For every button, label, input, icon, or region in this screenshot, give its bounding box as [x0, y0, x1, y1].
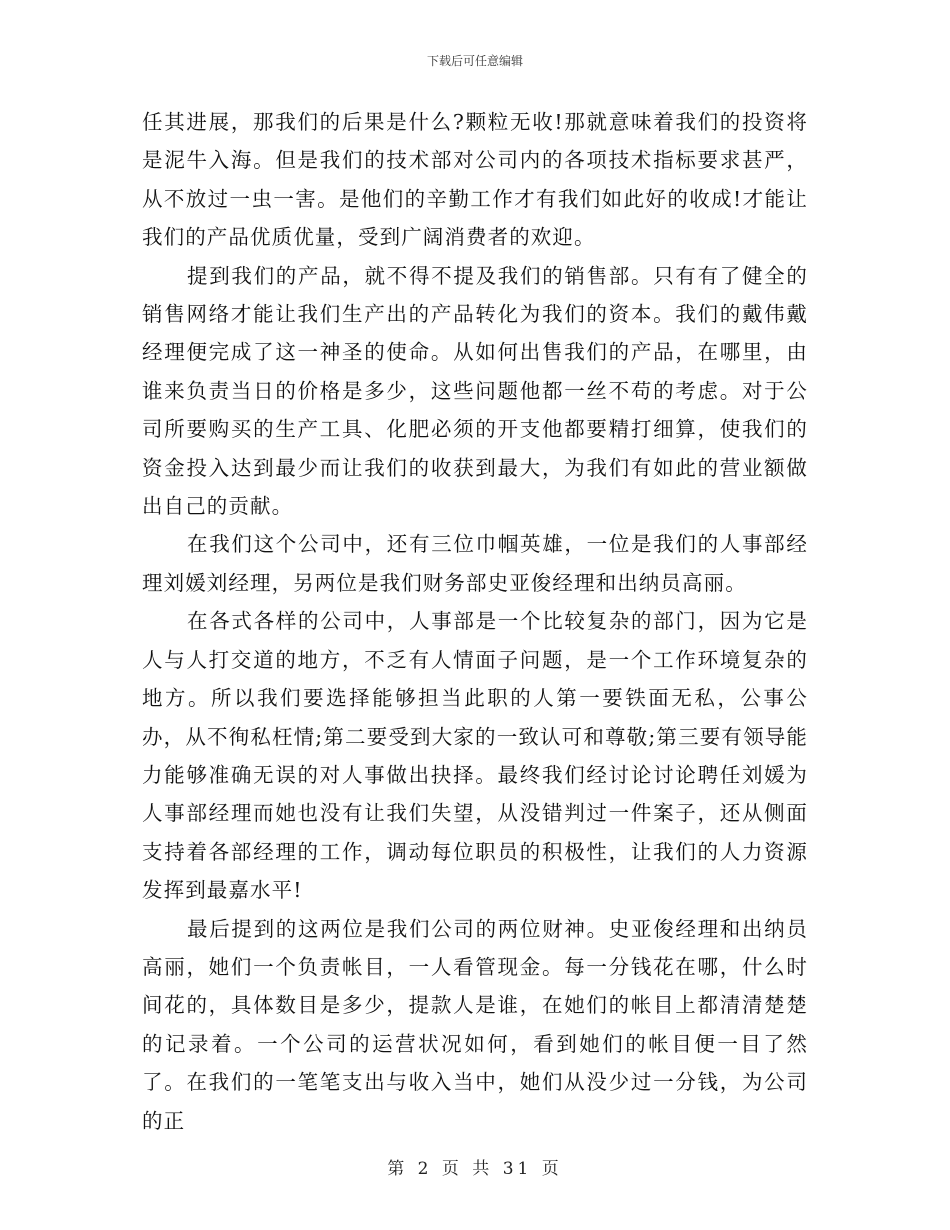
- paragraph-3: 在我们这个公司中，还有三位巾帼英雄，一位是我们的人事部经理刘媛刘经理，另两位是我们财务部史亚俊经理和出纳员高丽。: [142, 532, 808, 595]
- document-body: [142, 103, 808, 1140]
- paragraph-4: 在各式各样的公司中，人事部是一个比较复杂的部门，因为它是人与人打交道的地方，不乏有人情面子问题，是一个工作环境复杂的地方。所以我们要选择能够担当此职的人第一要铁面无私，公事公办，从不徇私枉情;第二要受到大家的一致认可和尊敬;第三要有领导能力能够准确无误的对人事做出抉择。最终我们经讨论讨论聘任刘媛为人事部经理而她也没有让我们失望，从没错判过一件案子，还从侧面支持着各部经理的工作，调动每位职员的积极性，让我们的人力资源发挥到最嘉水平!: [142, 609, 808, 903]
- paragraph-2: 提到我们的产品，就不得不提及我们的销售部。只有有了健全的销售网络才能让我们生产出的产品转化为我们的资本。我们的戴伟戴经理便完成了这一神圣的使命。从如何出售我们的产品，在哪里，由谁来负责当日的价格是多少，这些问题他都一丝不苟的考虑。对于公司所要购买的生产工具、化肥必须的开支他都要精打细算，使我们的资金投入达到最少而让我们的收获到最大，为我们有如此的营业额做出自己的贡献。: [142, 263, 808, 519]
- paragraph-5: 最后提到的这两位是我们公司的两位财神。史亚俊经理和出纳员高丽，她们一个负责帐目，一人看管现金。每一分钱花在哪，什么时间花的，具体数目是多少，提款人是谁，在她们的帐目上都清清楚楚的记录着。一个公司的运营状况如何，看到她们的帐目便一目了然了。在我们的一笔笔支出与收入当中，她们从没少过一分钱，为公司的正: [142, 916, 808, 1133]
- page-header: 下载后可任意编辑: [426, 54, 523, 68]
- paragraph-1: 任其进展，那我们的后果是什么?颗粒无收!那就意味着我们的投资将是泥牛入海。但是我们的技术部对公司内的各项技术指标要求甚严，从不放过一虫一害。是他们的辛勤工作才有我们如此好的收成!才能让我们的产品优质优量，受到广阔消费者的欢迎。: [142, 110, 808, 250]
- page-footer: 第 2 页 共 31 页: [387, 1159, 563, 1179]
